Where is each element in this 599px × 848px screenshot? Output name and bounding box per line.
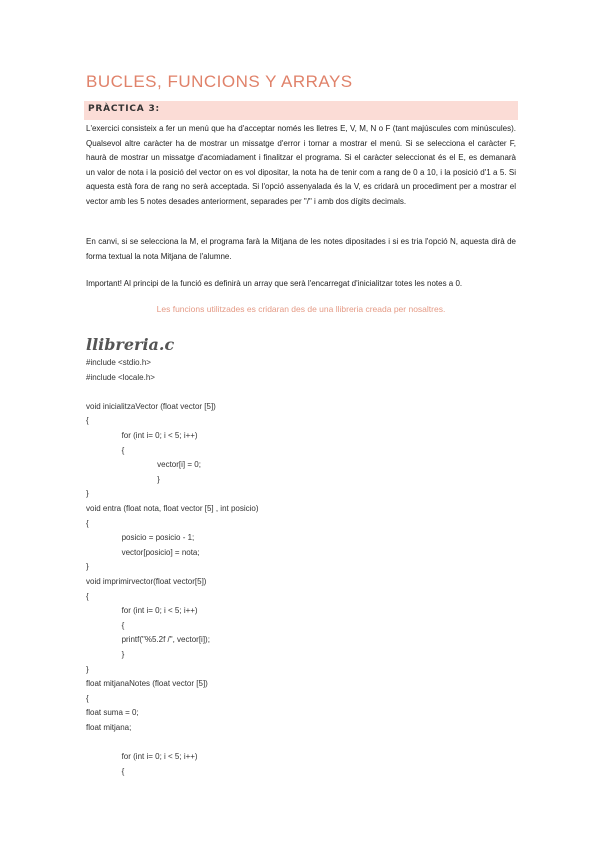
code-line: float mitjana; (86, 723, 132, 732)
code-line: } (86, 562, 89, 572)
menu-options-paragraph: En canvi, si se selecciona la M, el programa farà la Mitjana de les notes dipositades i si es tria l'opció N, aquesta dirà de forma textual la nota Mitjana de l'alumne. (86, 237, 516, 261)
code-line: { (86, 591, 89, 601)
code-line: void imprimirvector(float vector[5]) (86, 577, 207, 586)
code-line: } (86, 650, 125, 659)
document-title: BUCLES, FUNCIONS Y ARRAYS (86, 72, 353, 91)
important-paragraph: Important! Al principi de la funció es definirà un array que serà l'encarregat d'inicialitzar totes les notes a 0. (86, 279, 463, 288)
code-line: for (int i= 0; i < 5; i++) (86, 752, 198, 762)
code-line: void inicialitzaVector (float vector [5]) (86, 401, 216, 411)
code-line: { (86, 766, 125, 776)
code-line: } (86, 489, 89, 499)
code-line: vector[posicio] = nota; (86, 547, 200, 557)
code-line: { (86, 416, 89, 426)
code-line: { (86, 620, 125, 630)
code-line: { (86, 445, 125, 455)
code-line: void entra (float nota, float vector [5] , int posicio) (86, 504, 259, 513)
code-line: } (86, 664, 89, 674)
instructions-paragraph: L'exercici consisteix a fer un menú que ha d'acceptar només les lletres E, V, M, N o F (tant majúscules com minúscules). Qualsevol altre caràcter ha de mostrar un missatge d'error i tornar a mostrar el menú. Si se selecciona el caràcter F, haurà de mostrar un missatge d'acomiadament i finalitzar el programa. Si el caràcter seleccionat és el E, es demanarà un valor de nota i la posició del vector on es vol dipositar, la nota ha de tenir com a rang de 0 a 10, i la posició d'1 a 5. Si aquesta està fora de rang no serà acceptada. Si l'opció assenyalada és la V, es cridarà un procediment per a mostrar el vector amb les 5 notes desades anteriorment, separades per "/" i amb dos dígits decimals. (86, 124, 516, 206)
code-line: vector[i] = 0; (86, 460, 201, 470)
code-line: { (86, 693, 89, 703)
code-line: float mitjanaNotes (float vector [5]) (86, 679, 208, 689)
library-note: Les funcions utilitzades es cridaran des de una llibreria creada per nosaltres. (156, 304, 446, 314)
code-line: float suma = 0; (86, 708, 139, 718)
practica-label: PRÀCTICA 3: (88, 104, 160, 114)
code-line: posicio = posicio - 1; (86, 533, 195, 543)
code-line: #include <stdio.h> (86, 358, 151, 367)
code-line: printf("%5.2f /", vector[i]); (86, 635, 210, 645)
code-line: for (int i= 0; i < 5; i++) (86, 431, 198, 440)
code-line: { (86, 518, 89, 528)
code-line: } (86, 474, 160, 484)
library-heading: llibreria.c (86, 335, 175, 354)
code-line: #include <locale.h> (86, 372, 155, 382)
code-line: for (int i= 0; i < 5; i++) (86, 606, 198, 616)
